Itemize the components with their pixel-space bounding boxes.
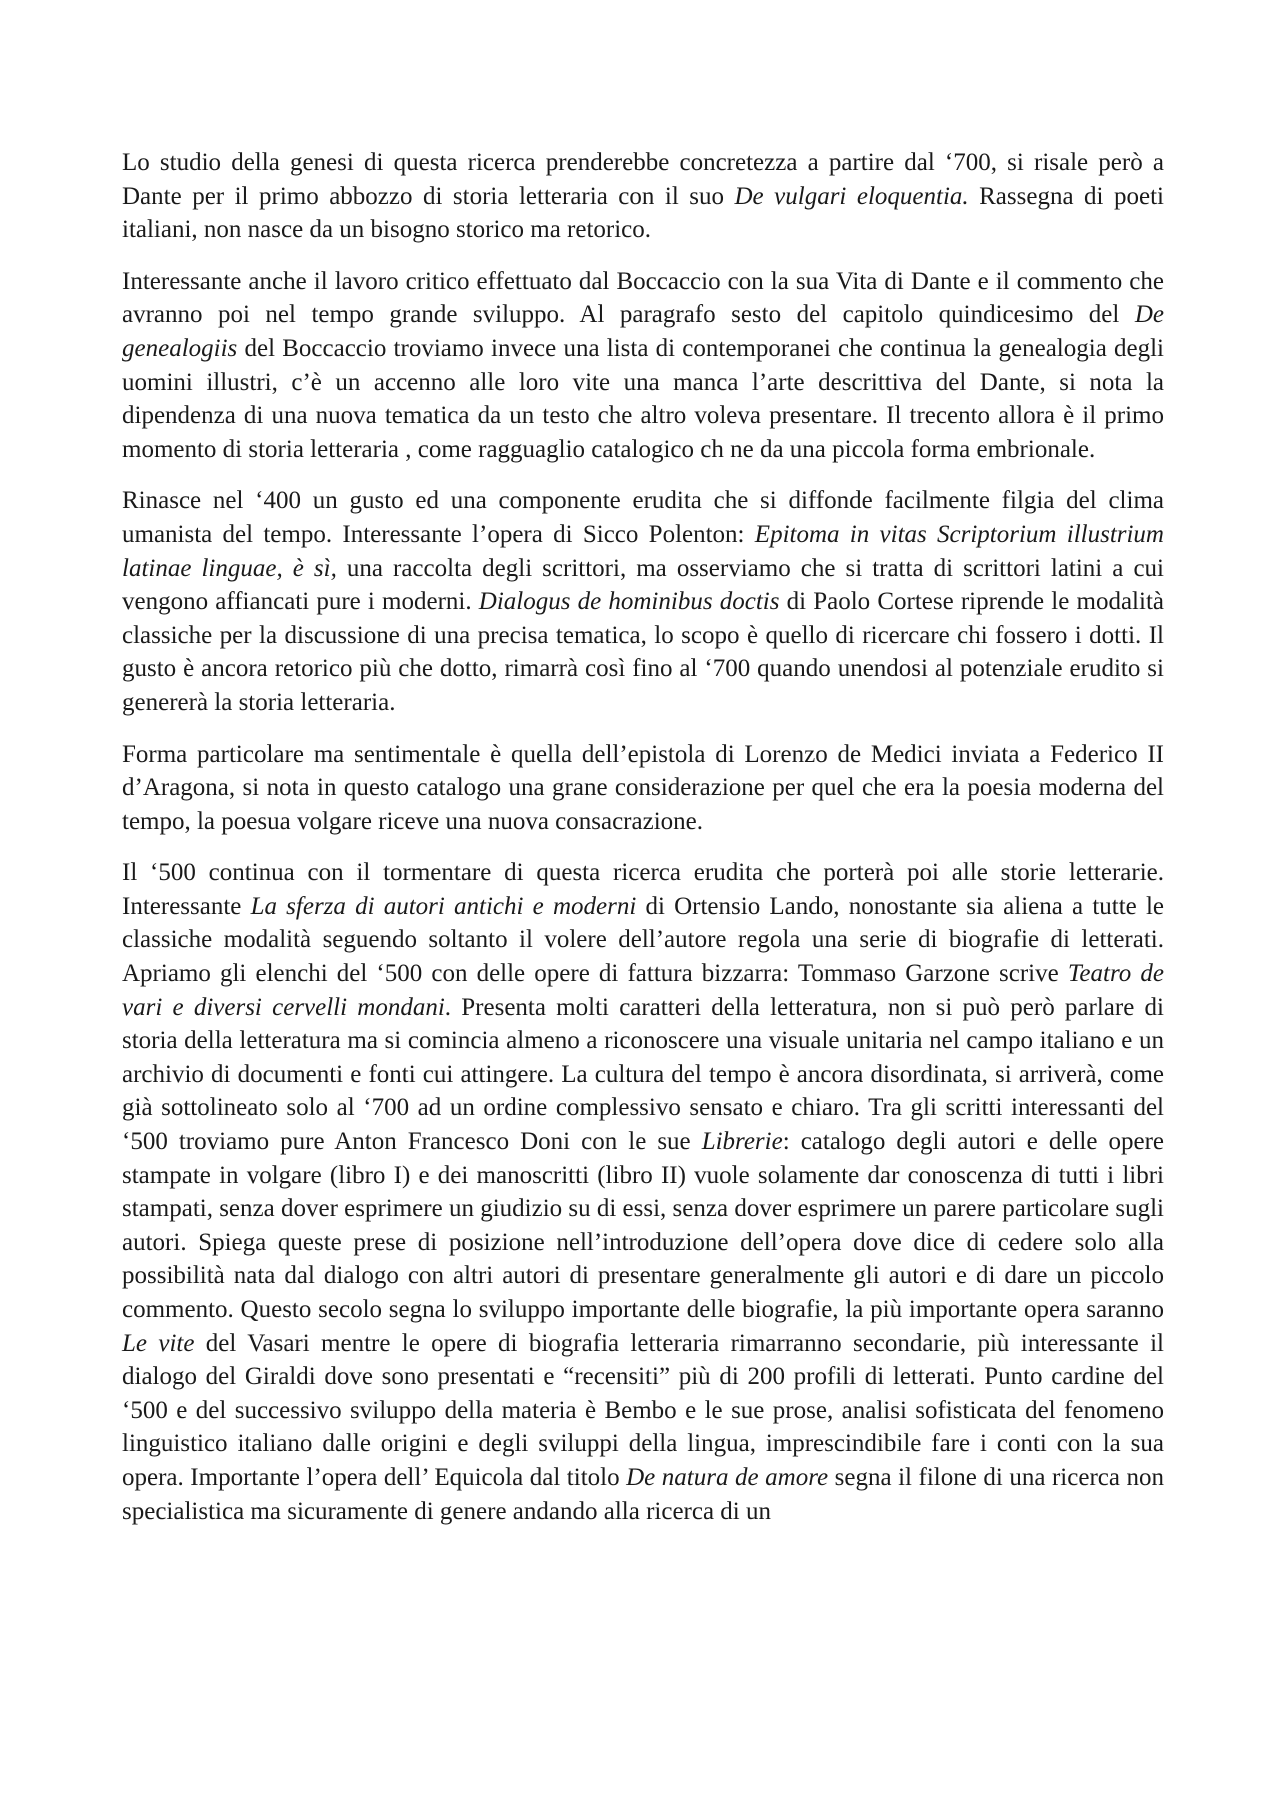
- italic-title-run: Dialogus de hominibus doctis: [478, 588, 780, 616]
- paragraph-4: [122, 738, 1164, 839]
- text-run: Forma particolare ma sentimentale è quella dell’epistola di Lorenzo de Medici inviata a Federico II d’Aragona, si nota in questo catalogo una grane considerazione per quel che era la poesia moderna del tempo, la poesua volgare riceve una nuova consacrazione.: [122, 740, 1164, 835]
- text-run: Rassegna di poeti italiani, non nasce da un bisogno storico ma retorico.: [122, 182, 1164, 244]
- text-run: Rinasce nel ‘400 un gusto ed una componente erudita che si diffonde facilmente filgia del clima umanista del tempo. Interessante l’opera di Sicco Polenton:: [122, 487, 1164, 548]
- text-run: Interessante anche il lavoro critico effettuato dal Boccaccio con la sua Vita di Dante e il commento che avranno poi nel tempo grande sviluppo. Al paragrafo sesto del capitolo quindicesimo del: [122, 267, 1164, 329]
- italic-title-run: De natura de amore: [626, 1463, 829, 1491]
- italic-title-run: Epitoma in vitas Scriptorium illustrium latinae linguae, è sì,: [122, 520, 1164, 582]
- paragraph-2: [122, 265, 1164, 467]
- italic-title-run: Librerie: [701, 1128, 783, 1156]
- italic-title-run: De genealogiis: [122, 301, 1164, 362]
- text-run: di Paolo Cortese riprende le modalità classiche per la discussione di una precisa tematica, lo scopo è quello di ricercare chi fossero i dotti. Il gusto è ancora retorico più che dotto, rimarrà così fino al ‘700 quando unendosi al potenziale erudito si genererà la storia letteraria.: [122, 588, 1164, 716]
- paragraph-3: [122, 484, 1164, 719]
- body-text: [122, 146, 1164, 1528]
- paragraph-5: [122, 856, 1164, 1528]
- text-run: di Ortensio Lando, nonostante sia aliena a tutte le classiche modalità seguendo soltanto il volere dell’autore regola una serie di biografie di letterati. Apriamo gli elenchi del ‘500 con delle opere di fattura bizzarra: Tommaso Garzone scrive: [122, 892, 1164, 988]
- text-run: Lo studio della genesi di questa ricerca prenderebbe concretezza a partire dal ‘700, si risale però a Dante per il primo abbozzo di storia letteraria con il suo: [122, 149, 1164, 210]
- text-run: del Boccaccio troviamo invece una lista di contemporanei che continua la genealogia degli uomini illustri, c’è un accenno alle loro vite una manca l’arte descrittiva del Dante, si nota la dipendenza di una nuova tematica da un testo che altro voleva presentare. Il trecento allora è il primo momento di storia letteraria , come ragguaglio catalogico ch ne da una piccola forma embrionale.: [122, 334, 1164, 463]
- text-run: Il ‘500 continua con il tormentare di questa ricerca erudita che porterà poi alle storie letterarie. Interessante: [122, 859, 1164, 920]
- italic-title-run: La sferza di autori antichi e moderni: [250, 892, 637, 920]
- italic-title-run: Teatro de vari e diversi cervelli mondani: [122, 960, 1164, 1021]
- text-run: : catalogo degli autori e delle opere stampate in volgare (libro I) e dei manoscritti (libro II) vuole solamente dar conoscenza di tutti i libri stampati, senza dover esprimere un giudizio su di essi, senza dover esprimere un parere particolare sugli autori. Spiega queste prese di posizione nell’introduzione dell’opera dove dice di cedere solo alla possibilità nata dal dialogo con altri autori di presentare generalmente gli autori e di dare un piccolo commento. Questo secolo segna lo sviluppo importante delle biografie, la più importante opera saranno: [122, 1128, 1165, 1323]
- text-run: . Presenta molti caratteri della letteratura, non si può però parlare di storia della letteratura ma si comincia almeno a riconoscere una visuale unitaria nel campo italiano e un archivio di documenti e fonti cui attingere. La cultura del tempo è ancora disordinata, si arriverà, come già sottolineato solo al ‘700 ad un ordine complessivo sensato e chiaro. Tra gli scritti interessanti del ‘500 troviamo pure Anton Francesco Doni con le sue: [122, 993, 1164, 1156]
- text-run: segna il filone di una ricerca non specialistica ma sicuramente di genere andando alla ricerca di un: [122, 1463, 1165, 1525]
- paragraph-1: [122, 146, 1164, 247]
- italic-title-run: Le vite: [122, 1329, 195, 1357]
- text-run: del Vasari mentre le opere di biografia letteraria rimarranno secondarie, più interessante il dialogo del Giraldi dove sono presentati e “recensiti” più di 200 profili di letterati. Punto cardine del ‘500 e del successivo sviluppo della materia è Bembo e le sue prose, analisi sofisticata del fenomeno linguistico italiano dalle origini e degli sviluppi della lingua, imprescindibile fare i conti con la sua opera. Importante l’opera dell’ Equicola dal titolo: [122, 1329, 1164, 1491]
- italic-title-run: De vulgari eloquentia.: [734, 182, 969, 210]
- text-run: una raccolta degli scrittori, ma osserviamo che si tratta di scrittori latini a cui vengono affiancati pure i moderni.: [122, 554, 1164, 616]
